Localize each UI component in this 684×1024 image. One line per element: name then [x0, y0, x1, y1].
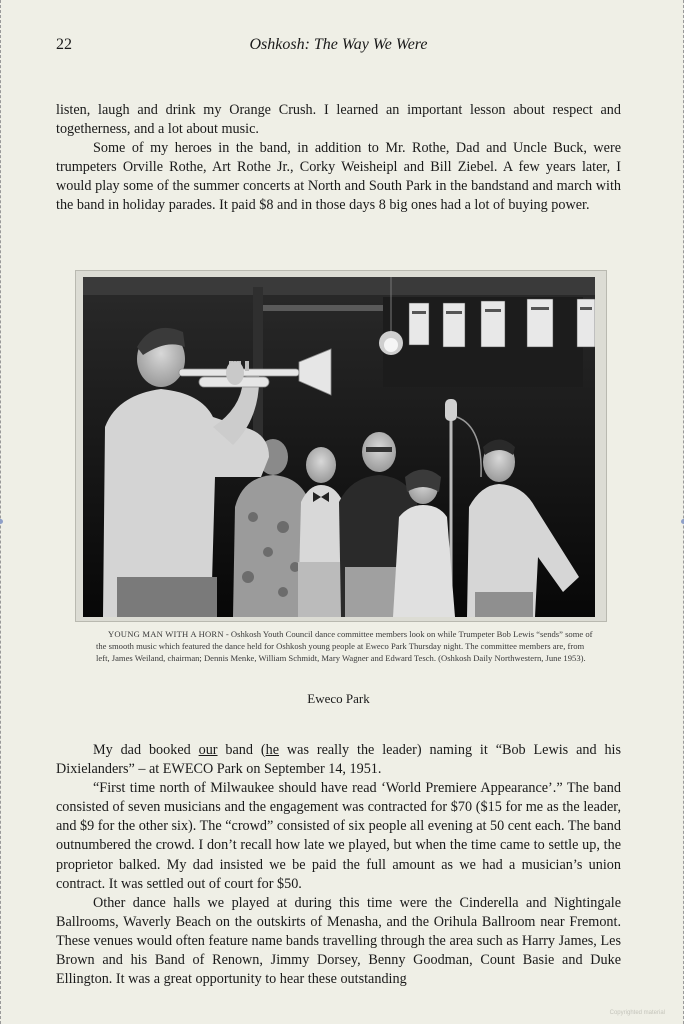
page-header [56, 36, 621, 58]
photograph-icon [83, 277, 595, 617]
underlined-word: our [198, 742, 218, 758]
photo-illustration [83, 277, 595, 617]
running-title: Oshkosh: The Way We Were [249, 36, 428, 53]
paragraph: “First time north of Milwaukee should have read ‘World Premiere Appearance’.” The band consisted of seven musicians and the engagement was contracted for $70 ($15 for me as the leader, and $9 for the other six). The “crowd” consisted of six people all evening at 50 cent each. The band outnumbered the crowd. I don’t recall how late we played, but when the time came to settle up, the proprietor balked. My dad insisted we be paid the full amount as we had a musician’s union contract. It was settled out of court for $50. [56, 780, 621, 892]
caption-text: - Oshkosh Youth Council dance committee members look on while Trumpeter Bob Lewis “sends” some of the smooth music which featured the dance held for Oshkosh young people at Eweco Park Thursday night. The committee members are, from left, James Weiland, chairman; Dennis Menke, William Schmidt, Mary Wagner and Edward Tesch. (Oshkosh Daily Northwestern, June 1953). [96, 629, 593, 664]
paragraph-fragment: band ( [217, 742, 266, 758]
photo-frame [75, 270, 607, 622]
paragraph-fragment: was really the leader) naming it “Bob Lewis and his Dixielanders” – at EWECO Park on September 14, 1951. [56, 742, 621, 778]
copyright-watermark: Copyrighted material [609, 1010, 665, 1016]
paragraph [56, 741, 621, 779]
page-edge-marker-left [0, 519, 3, 524]
figure-label: Eweco Park [307, 691, 370, 706]
underlined-word: he [265, 742, 280, 758]
caption-title: YOUNG MAN WITH A HORN [108, 629, 224, 639]
paragraph: listen, laugh and drink my Orange Crush. I learned an important lesson about respect and togetherness, and a lot about music. [56, 102, 621, 138]
photo-caption [96, 628, 596, 665]
text-block-bottom [56, 741, 621, 989]
paragraph: Some of my heroes in the band, in addition to Mr. Rothe, Dad and Uncle Buck, were trumpeters Orville Rothe, Art Rothe Jr., Corky Weisheipl and Bill Ziebel. A few years later, I would play some of the summer concerts at North and South Park in the bandstand and march with the band in holiday parades. It paid $8 and in those days 8 big ones had a lot of buying power. [56, 140, 621, 214]
page-number: 22 [56, 36, 72, 53]
paragraph-fragment: My dad booked [93, 742, 199, 758]
text-block-top [56, 101, 621, 216]
paragraph: Other dance halls we played at during this time were the Cinderella and Nightingale Ballrooms, Waverly Beach on the outskirts of Menasha, and the Orihula Ballroom near Fremont. These venues would often feature name bands travelling through the area such as Harry James, Les Brown and his Band of Renown, Jimmy Dorsey, Benny Goodman, Count Basie and Duke Ellington. It was a great opportunity to hear these outstanding [56, 894, 621, 988]
